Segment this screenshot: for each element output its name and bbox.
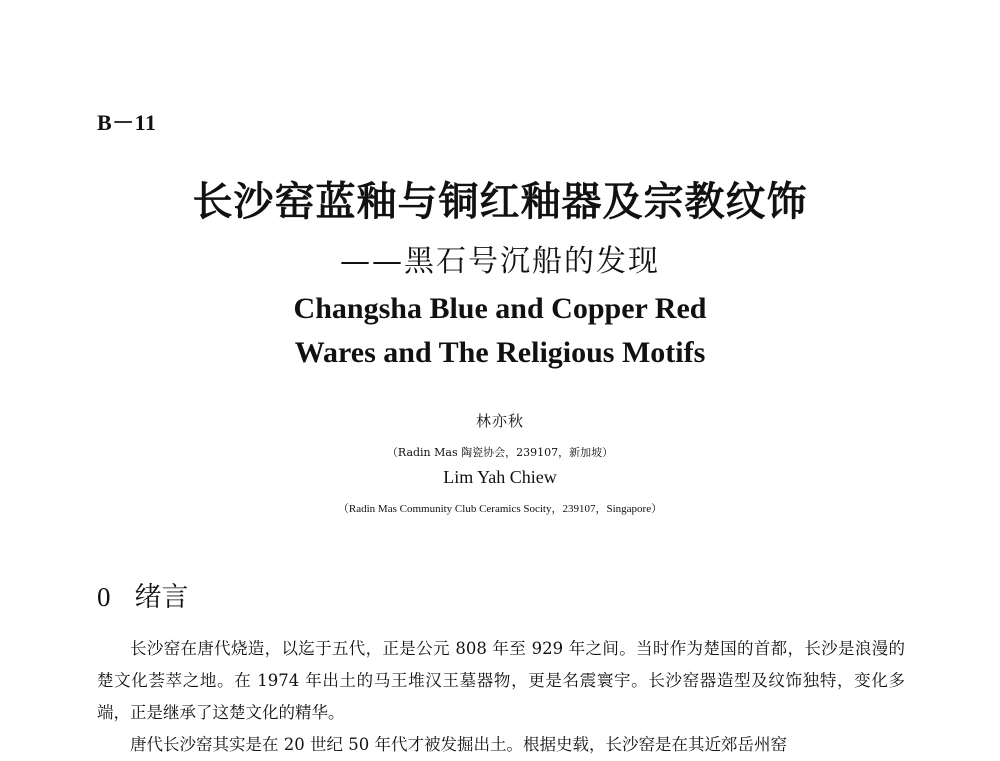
author-name-chinese: 林亦秋 (475, 412, 524, 430)
affiliation-english: （Radin Mas Community Club Ceramics Socity，239107，Singapore） (337, 503, 663, 515)
section-heading (97, 575, 189, 614)
title-chinese: 长沙窑蓝釉与铜红釉器及宗教纹饰 (192, 178, 808, 225)
author-name-english: Lim Yah Chiew (443, 467, 557, 487)
section-number: 0 (97, 582, 111, 612)
paper-id: B－11 (97, 110, 157, 135)
title-english-line-1: Changsha Blue and Copper Red (293, 292, 707, 325)
body-text (97, 633, 905, 761)
affiliation-chinese: （Radin Mas 陶瓷协会，239107，新加坡） (386, 446, 614, 459)
section-title: 绪言 (134, 582, 189, 613)
title-english-line-2: Wares and The Religious Motifs (294, 336, 706, 369)
subtitle-chinese: ——黑石号沉船的发现 (340, 244, 660, 279)
paragraph: 长沙窑在唐代烧造，以迄于五代，正是公元 808 年至 929 年之间。当时作为楚国的首都，长沙是浪漫的楚文化荟萃之地。在 1974 年出土的马王堆汉王墓器物，更是名震寰宇。长沙窑器造型及纹饰独特，变化多端，正是继承了这楚文化的精华。 (97, 639, 905, 722)
paragraph: 唐代长沙窑其实是在 20 世纪 50 年代才被发掘出土。根据史载，长沙窑是在其近郊岳州窑 (130, 735, 787, 754)
